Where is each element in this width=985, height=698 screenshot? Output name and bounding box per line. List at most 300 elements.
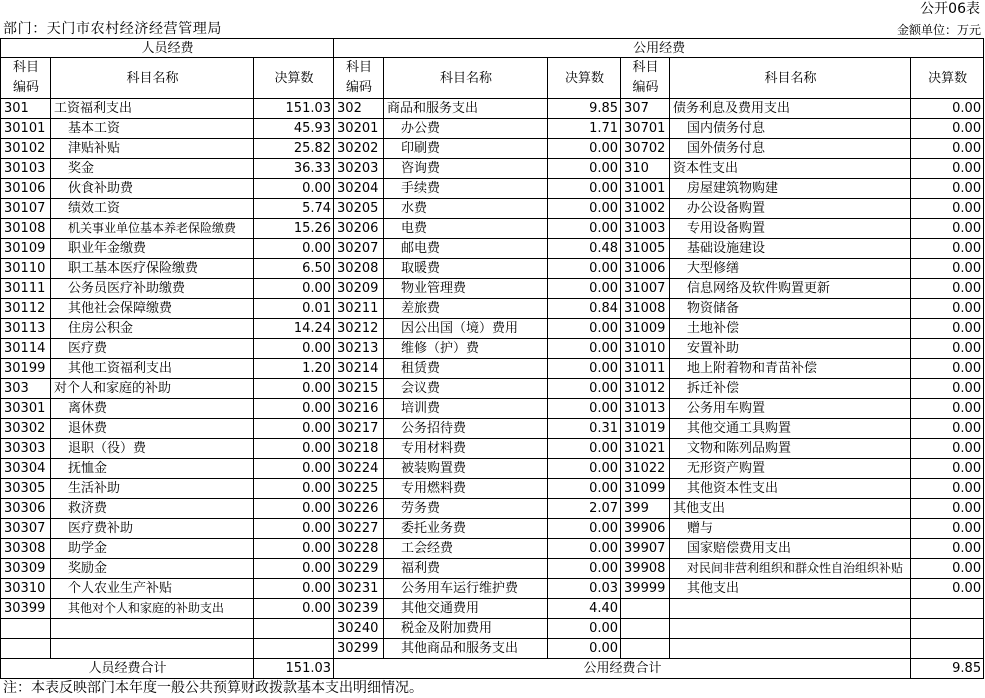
goods-services-item-amount: 0.00 xyxy=(548,219,621,239)
other-public-item-amount: 0.00 xyxy=(911,579,984,599)
goods-services-item-name: 其他交通费用 xyxy=(384,599,548,619)
table-row xyxy=(1,259,984,279)
personnel-item-amount: 0.00 xyxy=(254,479,334,499)
other-public-item-amount: 0.00 xyxy=(911,479,984,499)
goods-services-item-code: 30204 xyxy=(334,179,384,199)
goods-services-item-name: 税金及附加费用 xyxy=(384,619,548,639)
personnel-item-amount: 14.24 xyxy=(254,319,334,339)
goods-services-item-name: 其他商品和服务支出 xyxy=(384,639,548,659)
personnel-item-name: 公务员医疗补助缴费 xyxy=(51,279,254,299)
goods-services-item-code: 30215 xyxy=(334,379,384,399)
other-public-item-code: 39907 xyxy=(621,539,670,559)
personnel-item-name: 伙食补助费 xyxy=(51,179,254,199)
personnel-item-code: 30101 xyxy=(1,119,51,139)
department-label: 部门：天门市农村经济经营管理局 xyxy=(3,21,222,37)
other-public-item-code: 39908 xyxy=(621,559,670,579)
personnel-item-name: 基本工资 xyxy=(51,119,254,139)
goods-services-item-code: 30226 xyxy=(334,499,384,519)
personnel-item-amount: 0.00 xyxy=(254,379,334,399)
other-public-item-code: 31010 xyxy=(621,339,670,359)
personnel-name-header: 科目名称 xyxy=(51,58,254,99)
other-public-item-code: 310 xyxy=(621,159,670,179)
empty-cell xyxy=(51,639,254,659)
goods-services-item-amount: 0.00 xyxy=(548,259,621,279)
personnel-item-amount: 0.00 xyxy=(254,239,334,259)
goods-services-item-code: 30227 xyxy=(334,519,384,539)
personnel-item-amount: 0.00 xyxy=(254,559,334,579)
personnel-item-name: 职业年金缴费 xyxy=(51,239,254,259)
personnel-item-code: 30302 xyxy=(1,419,51,439)
other-public-item-amount: 0.00 xyxy=(911,539,984,559)
personnel-item-code: 30309 xyxy=(1,559,51,579)
personnel-code-header: 科目 编码 xyxy=(1,58,51,99)
other-public-item-name: 国内债务付息 xyxy=(670,119,911,139)
goods-services-item-name: 委托业务费 xyxy=(384,519,548,539)
personnel-item-amount: 0.00 xyxy=(254,419,334,439)
total-row xyxy=(1,659,984,679)
goods-services-name-header: 科目名称 xyxy=(384,58,548,99)
personnel-item-code: 30112 xyxy=(1,299,51,319)
goods-services-item-name: 培训费 xyxy=(384,399,548,419)
other-public-item-name: 房屋建筑物购建 xyxy=(670,179,911,199)
table-row xyxy=(1,319,984,339)
other-public-item-amount: 0.00 xyxy=(911,299,984,319)
other-public-item-code: 31013 xyxy=(621,399,670,419)
personnel-item-name: 退休费 xyxy=(51,419,254,439)
table-row xyxy=(1,439,984,459)
empty-cell xyxy=(911,639,984,659)
goods-services-item-code: 30212 xyxy=(334,319,384,339)
other-public-item-name: 公务用车购置 xyxy=(670,399,911,419)
other-public-item-name: 其他支出 xyxy=(670,579,911,599)
goods-services-item-code: 30209 xyxy=(334,279,384,299)
goods-services-item-amount: 0.00 xyxy=(548,339,621,359)
other-public-item-code: 31006 xyxy=(621,259,670,279)
goods-services-item-amount: 0.00 xyxy=(548,379,621,399)
empty-cell xyxy=(621,639,670,659)
personnel-item-code: 30306 xyxy=(1,499,51,519)
empty-cell xyxy=(911,619,984,639)
personnel-item-name: 奖金 xyxy=(51,159,254,179)
other-public-item-code: 31099 xyxy=(621,479,670,499)
personnel-item-name: 生活补助 xyxy=(51,479,254,499)
personnel-item-name: 其他社会保障缴费 xyxy=(51,299,254,319)
goods-services-item-name: 公务招待费 xyxy=(384,419,548,439)
goods-services-item-code: 30218 xyxy=(334,439,384,459)
goods-services-item-name: 专用材料费 xyxy=(384,439,548,459)
other-public-item-name: 国家赔偿费用支出 xyxy=(670,539,911,559)
other-public-item-name: 专用设备购置 xyxy=(670,219,911,239)
table-row xyxy=(1,119,984,139)
goods-services-item-amount: 0.00 xyxy=(548,399,621,419)
goods-services-item-amount: 0.00 xyxy=(548,279,621,299)
other-public-item-amount: 0.00 xyxy=(911,439,984,459)
other-public-item-code: 31001 xyxy=(621,179,670,199)
goods-services-item-amount: 0.00 xyxy=(548,619,621,639)
personnel-item-name: 奖励金 xyxy=(51,559,254,579)
other-public-item-name: 土地补偿 xyxy=(670,319,911,339)
group-header-row xyxy=(1,39,984,58)
goods-services-item-code: 30229 xyxy=(334,559,384,579)
other-public-item-name: 债务利息及费用支出 xyxy=(670,99,911,119)
goods-services-item-name: 因公出国（境）费用 xyxy=(384,319,548,339)
other-public-item-amount: 0.00 xyxy=(911,519,984,539)
personnel-item-name: 其他工资福利支出 xyxy=(51,359,254,379)
empty-cell xyxy=(621,599,670,619)
goods-services-item-code: 30217 xyxy=(334,419,384,439)
other-public-item-name: 对民间非营利组织和群众性自治组织补贴 xyxy=(670,559,911,579)
personnel-item-amount: 6.50 xyxy=(254,259,334,279)
goods-services-item-amount: 0.48 xyxy=(548,239,621,259)
empty-cell xyxy=(51,619,254,639)
other-public-item-code: 30702 xyxy=(621,139,670,159)
personnel-item-name: 个人农业生产补贴 xyxy=(51,579,254,599)
personnel-item-code: 30307 xyxy=(1,519,51,539)
personnel-item-amount: 25.82 xyxy=(254,139,334,159)
personnel-total-amount: 151.03 xyxy=(254,659,334,679)
personnel-item-name: 其他对个人和家庭的补助支出 xyxy=(51,599,254,619)
empty-cell xyxy=(254,619,334,639)
empty-cell xyxy=(670,599,911,619)
other-public-item-code: 31012 xyxy=(621,379,670,399)
personnel-item-name: 离休费 xyxy=(51,399,254,419)
goods-services-item-amount: 0.00 xyxy=(548,559,621,579)
personnel-item-name: 职工基本医疗保险缴费 xyxy=(51,259,254,279)
goods-services-item-code: 30203 xyxy=(334,159,384,179)
other-public-item-name: 物资储备 xyxy=(670,299,911,319)
goods-services-item-name: 咨询费 xyxy=(384,159,548,179)
table-row xyxy=(1,359,984,379)
goods-services-item-amount: 0.00 xyxy=(548,199,621,219)
goods-services-item-name: 办公费 xyxy=(384,119,548,139)
goods-services-item-code: 30228 xyxy=(334,539,384,559)
other-public-item-name: 资本性支出 xyxy=(670,159,911,179)
public-total-label: 公用经费合计 xyxy=(334,659,911,679)
personnel-item-amount: 0.00 xyxy=(254,519,334,539)
personnel-item-code: 30304 xyxy=(1,459,51,479)
other-public-item-code: 31019 xyxy=(621,419,670,439)
other-public-item-code: 31011 xyxy=(621,359,670,379)
goods-services-item-code: 30213 xyxy=(334,339,384,359)
other-public-item-name: 基础设施建设 xyxy=(670,239,911,259)
goods-services-item-name: 水费 xyxy=(384,199,548,219)
personnel-item-amount: 0.00 xyxy=(254,339,334,359)
personnel-item-name: 退职（役）费 xyxy=(51,439,254,459)
goods-services-item-code: 30299 xyxy=(334,639,384,659)
other-public-item-amount: 0.00 xyxy=(911,419,984,439)
personnel-item-amount: 0.00 xyxy=(254,179,334,199)
personnel-item-code: 30305 xyxy=(1,479,51,499)
table-row xyxy=(1,399,984,419)
other-public-item-name: 无形资产购置 xyxy=(670,459,911,479)
personnel-item-amount: 0.00 xyxy=(254,599,334,619)
personnel-item-amount: 0.00 xyxy=(254,399,334,419)
personnel-item-amount: 0.00 xyxy=(254,539,334,559)
other-public-item-name: 其他支出 xyxy=(670,499,911,519)
goods-services-item-code: 30208 xyxy=(334,259,384,279)
other-public-item-code: 31005 xyxy=(621,239,670,259)
other-public-item-name: 办公设备购置 xyxy=(670,199,911,219)
personnel-item-code: 30111 xyxy=(1,279,51,299)
table-row xyxy=(1,379,984,399)
goods-services-item-amount: 0.00 xyxy=(548,639,621,659)
other-public-item-amount: 0.00 xyxy=(911,359,984,379)
other-public-item-name: 国外债务付息 xyxy=(670,139,911,159)
goods-services-item-name: 物业管理费 xyxy=(384,279,548,299)
other-public-item-code: 31003 xyxy=(621,219,670,239)
table-row xyxy=(1,459,984,479)
table-row xyxy=(1,299,984,319)
other-public-item-amount: 0.00 xyxy=(911,319,984,339)
goods-services-item-amount: 4.40 xyxy=(548,599,621,619)
goods-services-amount-header: 决算数 xyxy=(548,58,621,99)
personnel-item-code: 303 xyxy=(1,379,51,399)
table-row xyxy=(1,139,984,159)
goods-services-item-amount: 0.00 xyxy=(548,539,621,559)
goods-services-item-amount: 0.84 xyxy=(548,299,621,319)
empty-cell xyxy=(670,619,911,639)
personnel-item-code: 30110 xyxy=(1,259,51,279)
table-row xyxy=(1,179,984,199)
empty-cell xyxy=(670,639,911,659)
other-public-item-amount: 0.00 xyxy=(911,559,984,579)
other-public-item-code: 31022 xyxy=(621,459,670,479)
goods-services-item-amount: 9.85 xyxy=(548,99,621,119)
table-row xyxy=(1,339,984,359)
table-row xyxy=(1,599,984,619)
other-public-item-amount: 0.00 xyxy=(911,159,984,179)
personnel-item-code: 30399 xyxy=(1,599,51,619)
goods-services-item-amount: 0.00 xyxy=(548,479,621,499)
goods-services-item-code: 30224 xyxy=(334,459,384,479)
personnel-item-name: 津贴补贴 xyxy=(51,139,254,159)
goods-services-item-amount: 0.00 xyxy=(548,319,621,339)
other-public-item-code: 31021 xyxy=(621,439,670,459)
personnel-item-name: 住房公积金 xyxy=(51,319,254,339)
other-public-item-amount: 0.00 xyxy=(911,99,984,119)
other-public-item-amount: 0.00 xyxy=(911,499,984,519)
other-public-name-header: 科目名称 xyxy=(670,58,911,99)
other-public-item-name: 信息网络及软件购置更新 xyxy=(670,279,911,299)
personnel-item-code: 30102 xyxy=(1,139,51,159)
empty-cell xyxy=(911,599,984,619)
other-public-item-amount: 0.00 xyxy=(911,119,984,139)
personnel-item-name: 抚恤金 xyxy=(51,459,254,479)
goods-services-item-code: 30206 xyxy=(334,219,384,239)
table-row xyxy=(1,579,984,599)
personnel-item-code: 30113 xyxy=(1,319,51,339)
table-row xyxy=(1,639,984,659)
personnel-item-code: 301 xyxy=(1,99,51,119)
goods-services-item-name: 会议费 xyxy=(384,379,548,399)
other-public-item-amount: 0.00 xyxy=(911,339,984,359)
goods-services-item-code: 30211 xyxy=(334,299,384,319)
table-row xyxy=(1,279,984,299)
personnel-item-code: 30301 xyxy=(1,399,51,419)
table-row xyxy=(1,239,984,259)
personnel-item-amount: 151.03 xyxy=(254,99,334,119)
goods-services-item-name: 专用燃料费 xyxy=(384,479,548,499)
personnel-item-name: 助学金 xyxy=(51,539,254,559)
other-public-item-code: 399 xyxy=(621,499,670,519)
other-public-item-code: 31009 xyxy=(621,319,670,339)
empty-cell xyxy=(254,639,334,659)
other-public-item-name: 赠与 xyxy=(670,519,911,539)
other-public-item-name: 拆迁补偿 xyxy=(670,379,911,399)
other-public-item-amount: 0.00 xyxy=(911,379,984,399)
other-public-code-header: 科目 编码 xyxy=(621,58,670,99)
table-row xyxy=(1,219,984,239)
goods-services-item-amount: 0.00 xyxy=(548,519,621,539)
personnel-amount-header: 决算数 xyxy=(254,58,334,99)
table-row xyxy=(1,539,984,559)
other-public-item-amount: 0.00 xyxy=(911,279,984,299)
personnel-item-code: 30109 xyxy=(1,239,51,259)
personnel-item-amount: 45.93 xyxy=(254,119,334,139)
goods-services-item-name: 邮电费 xyxy=(384,239,548,259)
report-code: 公开06表 xyxy=(920,1,980,17)
other-public-item-amount: 0.00 xyxy=(911,259,984,279)
goods-services-item-name: 印刷费 xyxy=(384,139,548,159)
table-row xyxy=(1,199,984,219)
other-public-item-amount: 0.00 xyxy=(911,139,984,159)
goods-services-item-code: 30231 xyxy=(334,579,384,599)
goods-services-item-name: 福利费 xyxy=(384,559,548,579)
other-public-item-amount: 0.00 xyxy=(911,239,984,259)
goods-services-item-amount: 0.00 xyxy=(548,139,621,159)
goods-services-item-code: 30225 xyxy=(334,479,384,499)
public-total-amount: 9.85 xyxy=(911,659,984,679)
other-public-item-name: 其他资本性支出 xyxy=(670,479,911,499)
other-public-item-name: 其他交通工具购置 xyxy=(670,419,911,439)
personnel-item-amount: 0.00 xyxy=(254,499,334,519)
goods-services-item-amount: 0.31 xyxy=(548,419,621,439)
goods-services-code-header: 科目 编码 xyxy=(334,58,384,99)
table-body xyxy=(1,99,984,659)
personnel-item-code: 30308 xyxy=(1,539,51,559)
goods-services-item-code: 30207 xyxy=(334,239,384,259)
personnel-item-name: 机关事业单位基本养老保险缴费 xyxy=(51,219,254,239)
personnel-item-amount: 0.00 xyxy=(254,459,334,479)
other-public-item-amount: 0.00 xyxy=(911,219,984,239)
other-public-item-code: 39999 xyxy=(621,579,670,599)
personnel-item-name: 对个人和家庭的补助 xyxy=(51,379,254,399)
goods-services-item-code: 30202 xyxy=(334,139,384,159)
other-public-item-name: 地上附着物和青苗补偿 xyxy=(670,359,911,379)
personnel-item-name: 绩效工资 xyxy=(51,199,254,219)
empty-cell xyxy=(1,619,51,639)
empty-cell xyxy=(621,619,670,639)
goods-services-item-code: 30201 xyxy=(334,119,384,139)
personnel-item-code: 30106 xyxy=(1,179,51,199)
personnel-item-amount: 0.00 xyxy=(254,279,334,299)
goods-services-item-name: 劳务费 xyxy=(384,499,548,519)
table-row xyxy=(1,499,984,519)
goods-services-item-name: 公务用车运行维护费 xyxy=(384,579,548,599)
personnel-item-code: 30303 xyxy=(1,439,51,459)
table-row xyxy=(1,99,984,119)
other-public-item-code: 31007 xyxy=(621,279,670,299)
expenditure-detail-table xyxy=(0,38,984,679)
other-public-item-amount: 0.00 xyxy=(911,179,984,199)
personnel-item-code: 30199 xyxy=(1,359,51,379)
other-public-item-amount: 0.00 xyxy=(911,199,984,219)
table-row xyxy=(1,559,984,579)
personnel-item-amount: 0.01 xyxy=(254,299,334,319)
table-row xyxy=(1,159,984,179)
table-row xyxy=(1,419,984,439)
goods-services-item-amount: 1.71 xyxy=(548,119,621,139)
goods-services-item-code: 30240 xyxy=(334,619,384,639)
other-public-item-name: 大型修缮 xyxy=(670,259,911,279)
goods-services-item-amount: 0.03 xyxy=(548,579,621,599)
goods-services-item-name: 维修（护）费 xyxy=(384,339,548,359)
personnel-item-amount: 5.74 xyxy=(254,199,334,219)
other-public-item-amount: 0.00 xyxy=(911,399,984,419)
goods-services-item-amount: 0.00 xyxy=(548,159,621,179)
personnel-item-amount: 0.00 xyxy=(254,579,334,599)
amount-unit-label: 金额单位：万元 xyxy=(896,23,981,37)
other-public-item-code: 31002 xyxy=(621,199,670,219)
goods-services-item-code: 30239 xyxy=(334,599,384,619)
goods-services-item-name: 手续费 xyxy=(384,179,548,199)
personnel-item-code: 30108 xyxy=(1,219,51,239)
goods-services-item-amount: 2.07 xyxy=(548,499,621,519)
personnel-item-code: 30310 xyxy=(1,579,51,599)
table-note: 注：本表反映部门本年度一般公共预算财政拨款基本支出明细情况。 xyxy=(3,680,423,696)
personnel-item-code: 30103 xyxy=(1,159,51,179)
other-public-item-name: 文物和陈列品购置 xyxy=(670,439,911,459)
other-public-item-code: 31008 xyxy=(621,299,670,319)
goods-services-item-code: 30205 xyxy=(334,199,384,219)
goods-services-item-name: 工会经费 xyxy=(384,539,548,559)
personnel-item-amount: 36.33 xyxy=(254,159,334,179)
personnel-item-amount: 0.00 xyxy=(254,439,334,459)
other-public-item-amount: 0.00 xyxy=(911,459,984,479)
personnel-item-amount: 1.20 xyxy=(254,359,334,379)
personnel-item-name: 医疗费补助 xyxy=(51,519,254,539)
table-row xyxy=(1,619,984,639)
personnel-item-name: 工资福利支出 xyxy=(51,99,254,119)
personnel-item-amount: 15.26 xyxy=(254,219,334,239)
table-row xyxy=(1,519,984,539)
goods-services-item-name: 差旅费 xyxy=(384,299,548,319)
empty-cell xyxy=(1,639,51,659)
header-personnel: 人员经费 xyxy=(1,39,334,58)
goods-services-item-code: 30214 xyxy=(334,359,384,379)
other-public-item-name: 安置补助 xyxy=(670,339,911,359)
other-public-item-code: 307 xyxy=(621,99,670,119)
personnel-item-name: 救济费 xyxy=(51,499,254,519)
goods-services-item-code: 30216 xyxy=(334,399,384,419)
table-row xyxy=(1,479,984,499)
goods-services-item-name: 商品和服务支出 xyxy=(384,99,548,119)
header-public: 公用经费 xyxy=(334,39,984,58)
goods-services-item-name: 取暖费 xyxy=(384,259,548,279)
personnel-item-code: 30114 xyxy=(1,339,51,359)
other-public-item-code: 39906 xyxy=(621,519,670,539)
personnel-item-name: 医疗费 xyxy=(51,339,254,359)
goods-services-item-name: 租赁费 xyxy=(384,359,548,379)
other-public-item-code: 30701 xyxy=(621,119,670,139)
goods-services-item-amount: 0.00 xyxy=(548,439,621,459)
other-public-amount-header: 决算数 xyxy=(911,58,984,99)
column-header-row xyxy=(1,58,984,99)
personnel-item-code: 30107 xyxy=(1,199,51,219)
goods-services-item-name: 电费 xyxy=(384,219,548,239)
goods-services-item-amount: 0.00 xyxy=(548,179,621,199)
personnel-total-label: 人员经费合计 xyxy=(1,659,254,679)
